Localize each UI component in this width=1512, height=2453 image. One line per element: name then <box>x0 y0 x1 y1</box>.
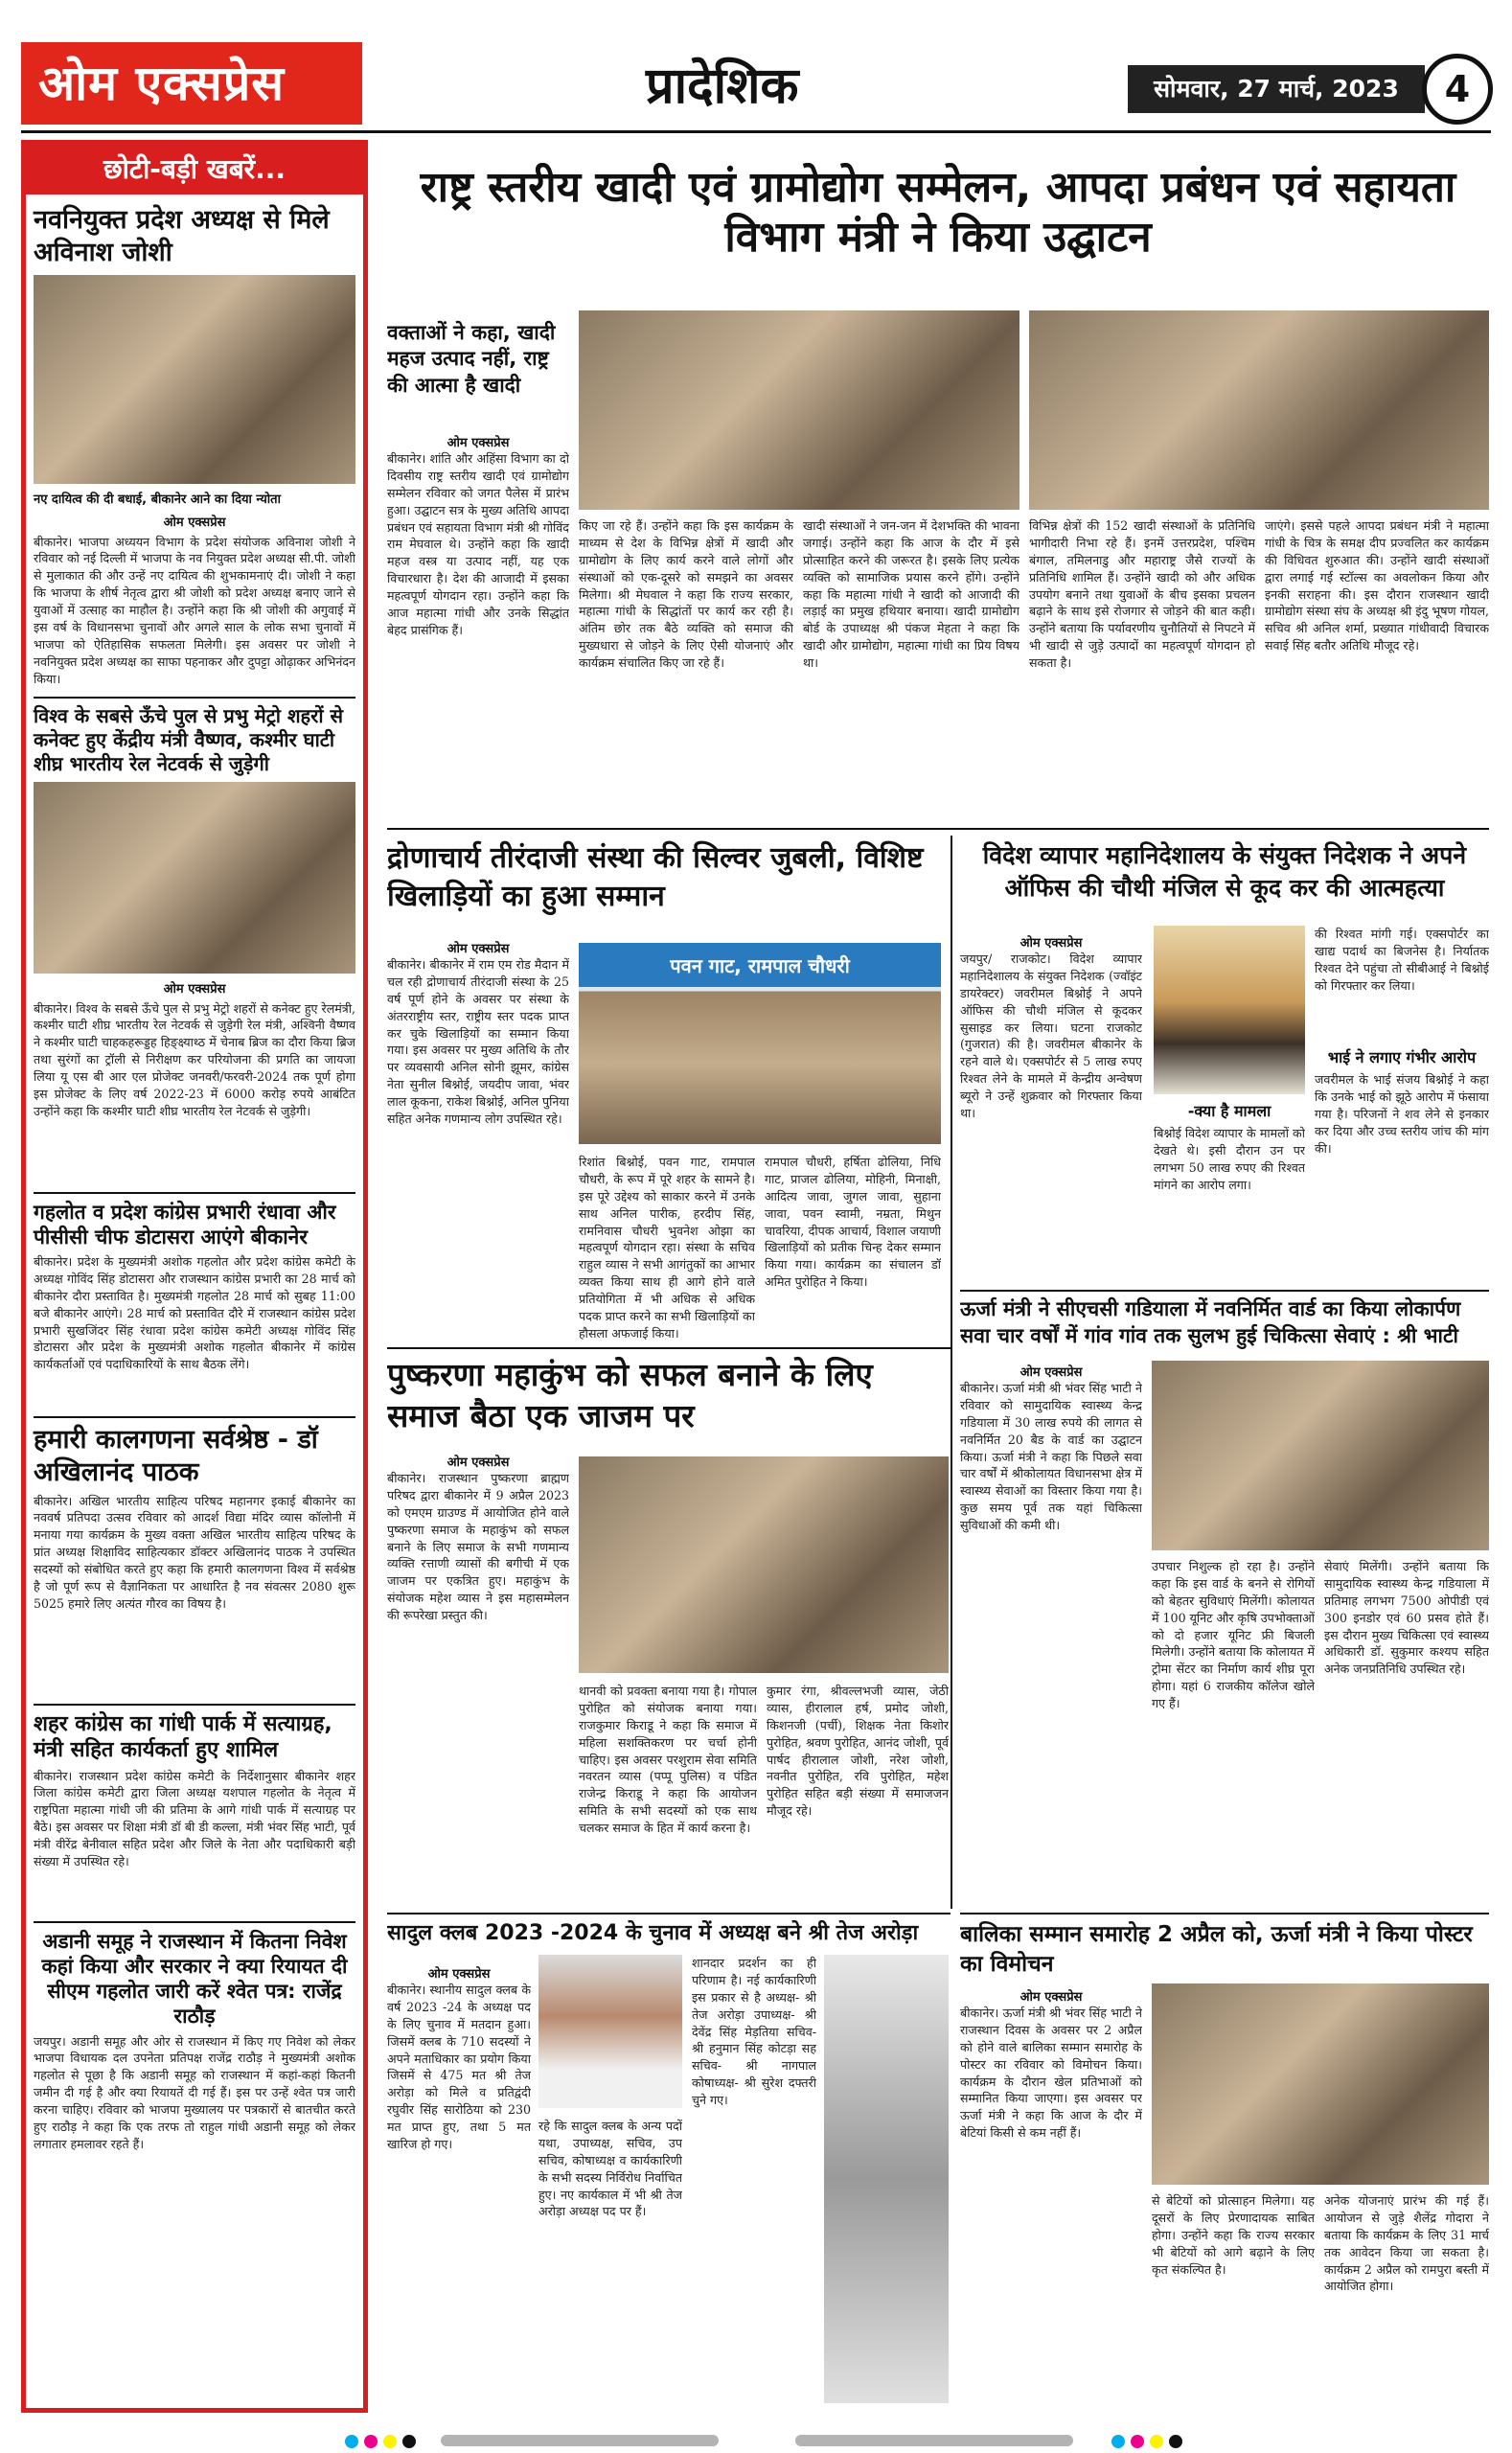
headline-dronacharya: द्रोणाचार्य तीरंदाजी संस्था की सिल्वर जुबली, विशिष्ट खिलाड़ियों का हुआ सम्मान <box>387 841 924 913</box>
dgft-subhead-case: -क्या है मामला <box>1187 1102 1271 1120</box>
photo-avinash-joshi <box>34 275 355 484</box>
photo-sadul-club <box>824 1955 949 2403</box>
registration-bar <box>441 2435 719 2446</box>
issue-date: सोमवार, 27 मार्च, 2023 <box>1128 65 1425 113</box>
headline-avinash-joshi: नवनियुक्त प्रदेश अध्यक्ष से मिले अविनाश जोशी <box>34 205 330 267</box>
main-col-1: किए जा रहे हैं। उन्होंने कहा कि इस कार्यक्रम के माध्यम से देश के विभिन्न क्षेत्रों में खादी और ग्रामोद्योग के लिए कार्य करने वाले लोगों और संस्थाओं को एक-दूसरे को समझने का अवसर मिलेगा। श्री मेघवाल ने कहा कि राज्य सरकार, महात्मा गांधी के सिद्धांतों पर कार्य कर रही है। अंतिम छोर तक बैठे व्यक्ति को समाज की मुख्यधारा से जोड़ने के लिए ऐसी योजनाएं और कार्यक्रम संचालित किए जा रहे हैं। <box>579 518 793 670</box>
short-news-header: छोटी-बड़ी खबरें... <box>26 145 363 195</box>
registration-bar <box>795 2435 1073 2446</box>
body-vaishnav-bridge: बीकानेर। विश्व के सबसे ऊँचे पुल से प्रभु मेट्रो शहरों से कनेक्ट हुए रेलमंत्री, कश्मीर घाटी शीघ्र भारतीय रेल नेटवर्क से जुड़ेगी रेल मंत्री, अश्विनी वैष्णव ने कश्मीर घाटी चाहकहरूड्डह हिङ्क्ष्याथ्ठ में चेनाब ब्रिज का दौरा किया ब्रिज तथा सुरंगों का ट्रॉली से निरीक्षण कर परियोजना की प्रगति का जायजा लिया यू एस बी आर एल प्रोजेक्ट जनवरी/फरवरी-2024 तक पूर्ण होगा इस प्रोजेक्ट के लिए वर्ष 2022-23 में 6000 करोड़ रुपये आबंटित उन्होंने कहा कि कश्मीर घाटी शीघ्र भारतीय रेल नेटवर्क से जुड़ेगी। <box>34 1000 355 1118</box>
body-adani-investment: जयपुर। अडानी समूह और ओर से राजस्थान में किए गए निवेश को लेकर भाजपा विधायक दल उपनेता प्रतिपक्ष राजेंद्र राठौड़ ने मुख्यमंत्री अशोक गहलोत से पूछा है कि अडानी समूह को राजस्थान में कहां-कहां कितनी जमीन दी गई है और क्या रियायतें दी गई हैं। इस पर उन्हें श्वेत पत्र जारी करना चाहिए। रविवार को भाजपा मुख्यालय पर पत्रकारों से बातचीत करते हुए राठौड़ ने कहा कि एक तरफ तो राहुल गांधी अडानी समूह को लेकर लगातार हमलावर रहते हैं। <box>34 2033 355 2151</box>
photo-banner-text: पवन गाट, रामपाल चौधरी <box>670 954 850 977</box>
headline-gadiyala-ward: ऊर्जा मंत्री ने सीएचसी गडियाला में नवनिर्मित वार्ड का किया लोकार्पण सवा चार वर्षों में गांव गांव तक सुलभ हुई चिकित्सा सेवाएं : श्री भाटी <box>960 1297 1461 1348</box>
registration-mark <box>1169 2435 1182 2448</box>
registration-mark <box>364 2435 378 2448</box>
pushkarna-col-1: बीकानेर। राजस्थान पुष्करणा ब्राह्मण परिषद द्वारा बीकानेर में 9 अप्रैल 2023 को एमएम ग्राउण्ड में आयोजित होने वाले पुष्करणा समाज के महाकुंभ को सफल बनाने के लिए समाज के सभी गणमान्य व्यक्ति रत्ताणी व्यासों की बगीची में एक जाजम पर एकत्रित हुए। महाकुंभ के संयोजक महेश व्यास ने इस महासम्मेलन की रूपरेखा प्रस्तुत की। <box>387 1471 569 1622</box>
byline: ओम एक्सप्रेस <box>447 436 510 450</box>
masthead-rule <box>21 130 1491 133</box>
headline-kalganana: हमारी कालगणना सर्वश्रेष्ठ - डॉ अखिलानंद पाठक <box>34 1416 355 1489</box>
byline: ओम एक्सप्रेस <box>163 515 226 530</box>
dronacharya-col-2: रिशांत बिश्नोई, पवन गाट, रामपाल चौधरी, के रूप में पूरे शहर के सामने है। इस पूरे उद्देश्य को साकार करने में उनके साथ अनिल पारीक, हरदीप सिंह, रामनिवास चौधरी भुवनेश ओझा का महत्वपूर्ण योगदान रहा। संस्था के सचिव राहुल व्यास ने सभी आगंतुकों का आभार व्यक्त किया साथ ही आगे होने वाले प्रतियोगिता में भी अधिक से अधिक पदक प्राप्त करने का सभी खिलाड़ियों का हौसला अफजाई किया। <box>579 1155 755 1340</box>
dgft-subhead-brother: भाई ने लगाए गंभीर आरोप <box>1327 1048 1477 1066</box>
sadul-col-3: शानदार प्रदर्शन का ही परिणाम है। नई कार्यकारिणी इस प्रकार से है अध्यक्ष- श्री तेज अरोड़ा उपाध्यक्ष- श्री देवेंद्र सिंह मेड़तिया सचिव- श्री हनुमान सिंह कोटड़ा सह सचिव- श्री नागपाल कोषाध्यक्ष- श्री सुरेश दफ्तरी चुने गए। <box>692 1956 816 2107</box>
brand-logo: ओम एक्सप्रेस <box>21 42 362 125</box>
main-col-3: विभिन्न क्षेत्रों की 152 खादी संस्थाओं के प्रतिनिधि भागीदारी निभा रहे हैं। इनमें उत्तरप्रदेश, पश्चिम बंगाल, तमिलनाडु और महाराष्ट्र जैसे राज्यों के प्रतिनिधि शामिल हैं। उन्होंने खादी को और अधिक उपयोग बनाने तथा युवाओं के बीच इसका प्रचलन बढ़ाने के साथ इसे रोजगार से जोड़ने की बात कही। उन्होंने बताया कि पर्यावरणीय चुनौतियों से निपटने में भी खादी से जुड़े उत्पादों का महत्वपूर्ण योगदान हो सकता है। <box>1029 518 1255 670</box>
balika-col-2: से बेटियों को प्रोत्साहन मिलेगा। यह दूसरों के लिए प्रेरणादायक साबित होगा। उन्होंने कहा कि राज्य सरकार भी बेटियों को आगे बढ़ाने के लिए कृत संकल्पित है। <box>1152 2193 1315 2277</box>
dronacharya-col-1: बीकानेर। बीकानेर में राम एम रोड मैदान में चल रही द्रोणाचार्य तीरंदाजी संस्था के 25 वर्ष पूर्ण होने के अवसर पर संस्था के अंतरराष्ट्रीय स्तर, राष्ट्रीय स्तर पदक प्राप्त कर चुके खिलाड़ियों का सम्मान किया गया। इस अवसर पर मुख्य अतिथि के तौर पर व्यवसायी अनिल सोनी झूमर, कांग्रेस नेता सुनील बिश्नोई, जयदीप जावा, भंवर लाल कूकना, राकेश बिश्नोई, अनिल पुनिया सहित अनेक गणमान्य लोग उपस्थित रहे। <box>387 957 569 1126</box>
body-congress-satyagrah: बीकानेर। राजस्थान प्रदेश कांग्रेस कमेटी के निर्देशानुसार बीकानेर शहर जिला कांग्रेस कमेटी द्वारा जिला अध्यक्ष यशपाल गहलोत के नेतृत्व में राष्ट्रपिता महात्मा गांधी जी की प्रतिमा के आगे गांधी पार्क में सत्याग्रह पर बैठे। इस अवसर पर शिक्षा मंत्री डॉ बी डी कल्ला, मंत्री भंवर सिंह भाटी, पूर्व मंत्री वीरेंद्र बेनीवाल सहित प्रदेश और जिले के नेता और पदाधिकारी बड़ी संख्या में उपस्थित रहे। <box>34 1768 355 1868</box>
main-headline: राष्ट्र स्तरीय खादी एवं ग्रामोद्योग सम्मेलन, आपदा प्रबंधन एवं सहायता विभाग मंत्री ने किया उद्घाटन <box>420 163 1456 262</box>
divider <box>960 1290 1489 1292</box>
byline: ओम एक्सप्रेस <box>163 981 226 997</box>
headline-adani-investment: अडानी समूह ने राजस्थान में कितना निवेश कहां किया और सरकार ने क्या रियायत दी सीएम गहलोत जारी करें श्वेत पत्र: राजेंद्र राठौड़ <box>34 1921 355 2029</box>
section-title: प्रादेशिक <box>646 57 799 115</box>
headline-congress-satyagrah: शहर कांग्रेस का गांधी पार्क में सत्याग्रह, मंत्री सहित कार्यकर्ता हुए शामिल <box>34 1704 355 1764</box>
divider <box>387 1347 951 1349</box>
sadul-col-2: रहे कि सादुल क्लब के अन्य पदों यथा, उपाध्यक्ष, सचिव, उप सचिव, कोषाध्यक्ष व कार्यकारिणी के सभी सदस्य निर्विरोध निर्वाचित हुए। नए कार्यकाल में भी श्री तेज अरोड़ा अध्यक्ष पद पर हैं। <box>538 2119 682 2219</box>
divider <box>387 1913 951 1914</box>
dgft-col-1: जयपुर/ राजकोट। विदेश व्यापार महानिदेशालय के संयुक्त निदेशक (ज्वॉइंट डायरेक्टर) जवरीमल बिश्नोई ने अपने ऑफिस की चौथी मंजिल से कूदकर सुसाइड कर लिया। घटना राजकोट (गुजरात) की है। जवरीमल बीकानेर के रहने वाले थे। एक्सपोर्टर से 5 लाख रुपए रिश्वत लेने के मामले में केन्द्रीय अन्वेषण ब्यूरो ने उन्हें शुक्रवार को गिरफ्तार किया था। <box>960 951 1142 1120</box>
headline-balika-samman: बालिका सम्मान समारोह 2 अप्रैल को, ऊर्जा मंत्री ने किया पोस्टर का विमोचन <box>960 1922 1473 1978</box>
photo-khadi-audience <box>1029 310 1489 510</box>
headline-sadul-club: सादुल क्लब 2023 -2024 के चुनाव में अध्यक्ष बने श्री तेज अरोड़ा <box>387 1921 919 1945</box>
short-news-column <box>21 140 368 2413</box>
main-lead-text: बीकानेर। शांति और अहिंसा विभाग का दो दिवसीय राष्ट्र स्तरीय खादी एवं ग्रामोद्योग सम्मेलन रविवार को जगत पैलेस में प्रारंभ हुआ। उद्घाटन सत्र के मुख्य अतिथि आपदा प्रबंधन एवं सहायता विभाग मंत्री श्री गोविंद राम मेघवाल थे। उन्होंने कहा कि खादी महज वस्त्र या उत्पाद नहीं, यह एक विचारधारा है। देश की आजादी में इसका महत्वपूर्ण योगदान रहा। उन्होंने कहा कि आज महात्मा गांधी और उनके सिद्धांत बेहद प्रासंगिक हैं। <box>387 451 569 637</box>
gadiyala-col-1: बीकानेर। ऊर्जा मंत्री श्री भंवर सिंह भाटी ने रविवार को सामुदायिक स्वास्थ्य केन्द्र गडियाला में 30 लाख रुपये की लागत से नवनिर्मित 20 बैड के वार्ड का उद्घाटन किया। ऊर्जा मंत्री ने कहा कि पिछले सवा चार वर्षों में श्रीकोलायत विधानसभा क्षेत्र में स्वास्थ्य सेवाओं का विस्तार किया गया है। कुछ समय पूर्व तक यहां चिकित्सा सुविधाओं की कमी थी। <box>960 1381 1142 1532</box>
byline: ओम एक्सप्रेस <box>1019 1365 1083 1380</box>
headline-vaishnav-bridge: विश्व के सबसे ऊँचे पुल से प्रभु मेट्रो शहरों से कनेक्ट हुए केंद्रीय मंत्री वैष्णव, कश्मीर घाटी शीघ्र भारतीय रेल नेटवर्क से जुड़ेगी <box>34 697 355 776</box>
main-col-4: जाएंगे। इससे पहले आपदा प्रबंधन मंत्री ने महात्मा गांधी के चित्र के समक्ष दीप प्रज्वलित कर कार्यक्रम की विधिवत शुरुआत की। उन्होंने खादी संस्थाओं द्वारा लगाई गई स्टॉल्स का अवलोकन किया और इनकी सराहना की। इस दौरान राजस्थान खादी ग्रामोद्योग संस्था संघ के अध्यक्ष श्री इंदु भूषण गोयल, सचिव श्री अनिल शर्मा, प्रख्यात गांधीवादी विचारक सवाई सिंह बतौर अतिथि मौजूद रहे। <box>1265 518 1489 653</box>
registration-mark <box>345 2435 358 2448</box>
photo-gadiyala <box>1152 1361 1489 1550</box>
dgft-col-4: बिश्नोई विदेश व्यापार के मामलों को देखते थे। इसी दौरान उन पर लगभग 50 लाख रुपए की रिश्वत मांगने का आरोप लगा। <box>1154 1126 1305 1192</box>
balika-col-1: बीकानेर। ऊर्जा मंत्री श्री भंवर सिंह भाटी ने राजस्थान दिवस के अवसर पर 2 अप्रैल को होने वाले बालिका सम्मान समारोह के पोस्टर का रविवार को विमोचन किया। कार्यक्रम के दौरान खेल प्रतिभाओं को सम्मानित किया जाएगा। इस अवसर पर ऊर्जा मंत्री ने कहा कि आज के दौर में बेटियां किसी से कम नहीं हैं। <box>960 2006 1142 2141</box>
dgft-col-2: की रिश्वत मांगी गई। एक्सपोर्टर का खाद्य पदार्थ का बिजनेस है। निर्यातक रिश्वत देने पहुंचा तो सीबीआई ने बिश्नोई को गिरफ्तार कर लिया। <box>1315 927 1489 993</box>
headline-pushkarna-mahakumbh: पुष्करणा महाकुंभ को सफल बनाने के लिए समाज बैठा एक जाजम पर <box>387 1356 873 1434</box>
caption-avinash-joshi: नए दायित्व की दी बधाई, बीकानेर आने का दिया न्योता <box>34 492 281 507</box>
divider <box>387 828 1489 830</box>
photo-vaishnav-bridge <box>34 782 355 974</box>
dgft-col-3: जवरीमल के भाई संजय बिश्नोई ने कहा कि उनके भाई को झूठे आरोप में फंसाया गया है। परिजनों ने शव लेने से इनकार कर दिया और उच्च स्तरीय जांच की मांग की। <box>1315 1072 1489 1156</box>
page-number: 4 <box>1422 54 1493 125</box>
sadul-col-1: बीकानेर। स्थानीय सादुल क्लब के वर्ष 2023 -24 के अध्यक्ष पद के लिए चुनाव में मतदान हुआ। जिसमें क्लब के 710 सदस्यों ने अपने मताधिकार का प्रयोग किया जिसमें से 475 मत श्री तेज अरोड़ा को मिले व प्रतिद्वंदी रघुवीर सिंह सारोठिया को 230 मत प्राप्त हुए, तथा 5 मत खारिज हो गए। <box>387 1983 531 2151</box>
registration-mark <box>402 2435 416 2448</box>
registration-mark <box>1131 2435 1144 2448</box>
byline: ओम एक्सप्रेस <box>1019 936 1083 951</box>
body-avinash-joshi: बीकानेर। भाजपा अध्ययन विभाग के प्रदेश संयोजक अविनाश जोशी ने रविवार को नई दिल्ली में भाजपा के नव नियुक्त प्रदेश अध्यक्ष सी.पी. जोशी से मुलाकात की और उन्हें नए दायित्व की शुभकामनाएं दी। जोशी ने कहा कि भाजपा के शीर्ष नेतृत्व द्वारा श्री जोशी को प्रदेश अध्यक्ष बनाए जाने से युवाओं में उत्साह का माहौल है। उन्होंने कहा कि श्री जोशी की अगुवाई में इस वर्ष के विधानसभा चुनावों और अगले साल के लोक सभा चुनावों में भाजपा को ऐतिहासिक सफलता मिलेगी। इस अवसर पर जोशी ने नवनियुक्त प्रदेश अध्यक्ष का साफा पहनाकर और दुपट्टा ओढ़ाकर अभिनंदन किया। <box>34 534 355 686</box>
balika-col-3: अनेक योजनाएं प्रारंभ की गई हैं। आयोजन से जुड़े शैलेंद्र गोदारा ने बताया कि कार्यक्रम के लिए 31 मार्च तक आवेदन किया जा सकता है। कार्यक्रम 2 अप्रैल को रामपुरा बस्ती में आयोजित होगा। <box>1324 2193 1489 2294</box>
body-kalganana: बीकानेर। अखिल भारतीय साहित्य परिषद महानगर इकाई बीकानेर का नववर्ष प्रतिपदा उत्सव रविवार को आदर्श विद्या मंदिर व्यास कॉलोनी में मनाया गया कार्यक्रम के मुख्य वक्ता अखिल भारतीय साहित्य परिषद के प्रांत अध्यक्ष शिक्षाविद साहित्यकार डॉक्टर अखिलानंद पाठक ने उपस्थित सदस्यों को संबोधित करते हुए कहा कि हमारी कालगणना विश्व में सर्वश्रेष्ठ है जो पूर्ण रूप से वैज्ञानिकता पर आधारित है नव संवत्सर 2080 शुरू 5025 हमारे लिए अत्यंत गौरव का विषय है। <box>34 1493 355 1611</box>
photo-tej-arora <box>538 1955 682 2108</box>
headline-gehlot-visit: गहलोत व प्रदेश कांग्रेस प्रभारी रंधावा और पीसीसी चीफ डोटासरा आएंगे बीकानेर <box>34 1192 355 1250</box>
body-gehlot-visit: बीकानेर। प्रदेश के मुख्यमंत्री अशोक गहलोत और प्रदेश कांग्रेस कमेटी के अध्यक्ष गोविंद सिंह डोटासरा और राजस्थान कांग्रेस प्रभारी का 28 मार्च को बीकानेर दौरा प्रस्तावित है। मुख्यमंत्री गहलोत 28 मार्च को सुबह 11:00 बजे बीकानेर आएंगे। 28 मार्च को प्रस्तावित दौरे में राजस्थान कांग्रेस प्रदेश प्रभारी सुखजिंदर सिंह रंधावा प्रदेश कांग्रेस कमेटी अध्यक्ष गोविंद सिंह डोटासरा और प्रदेश के मुख्यमंत्री अशोक गहलोत बीकानेर में कांग्रेस कार्यकर्ताओं एवं पदाधिकारियों के साथ बैठक लेंगे। <box>34 1254 355 1372</box>
main-col-2: खादी संस्थाओं ने जन-जन में देशभक्ति की भावना जगाई। उन्होंने कहा कि आज के दौर में इसे प्रोत्साहित करने की जरूरत है। इसके लिए प्रत्येक व्यक्ति को सामाजिक प्रयास करने होंगे। उन्होंने कहा कि महात्मा गांधी ने खादी को आजादी की लड़ाई का प्रमुख हथियार बनाया। खादी ग्रामोद्योग बोर्ड के उपाध्यक्ष श्री पंकज मेहता ने कहा कि खादी और ग्रामोद्योग, महात्मा गांधी का प्रिय विषय था। <box>803 518 1019 670</box>
registration-mark <box>383 2435 397 2448</box>
divider <box>960 1913 1489 1914</box>
photo-jawarimal <box>1154 926 1305 1094</box>
byline: ओम एक्सप्रेस <box>427 1967 491 1982</box>
gadiyala-col-3: सेवाएं मिलेंगी। उन्होंने बताया कि सामुदायिक स्वास्थ्य केन्द्र गडियाला में प्रतिमाह लगभग 7500 ओपीडी एवं 300 इनडोर एवं 60 प्रसव होते हैं। इस दौरान मुख्य चिकित्सा एवं स्वास्थ्य अधिकारी डॉ. सुकुमार कश्यप सहित अनेक जनप्रतिनिधि उपस्थित रहे। <box>1324 1559 1489 1677</box>
byline: ओम एक्सप्रेस <box>1019 1990 1083 2005</box>
pushkarna-col-3: कुमार रंगा, श्रीवल्लभजी व्यास, जेठी व्यास, हीरालाल हर्ष, प्रमोद जोशी, किशनजी (पर्ची), शिक्षक नेता किशोर पुरोहित, श्रवण पुरोहित, आनंद जोशी, पूर्व पार्षद हीरालाल जोशी, नरेश जोशी, नवनीत पुरोहित, रवि पुरोहित, महेश पुरोहित सहित बड़ी संख्या में समाजजन मौजूद रहे। <box>767 1684 949 1819</box>
photo-balika-poster <box>1152 1983 1489 2185</box>
byline: ओम एक्सप्रेस <box>447 1456 510 1470</box>
headline-dgft-suicide: विदेश व्यापार महानिदेशालय के संयुक्त निदेशक ने अपने ऑफिस की चौथी मंजिल से कूद कर की आत्महत्या <box>982 841 1467 902</box>
pushkarna-col-2: थानवी को प्रवक्ता बनाया गया है। गोपाल पुरोहित को संयोजक बनाया गया। राजकुमार किराडू ने कहा कि समाज में महिला सशक्तिकरण पर चर्चा होनी चाहिए। इस अवसर परशुराम सेवा समिति नवरतन व्यास (पप्पू पुलिस) व पंडित राजेन्द्र किराडू ने कहा कि आयोजन समिति के सभी सदस्यों को एक साथ चलकर समाज के हित में कार्य करना है। <box>579 1684 757 1835</box>
gadiyala-col-2: उपचार निशुल्क हो रहा है। उन्होंने कहा कि इस वार्ड के बनने से रोगियों को बेहतर सुविधाएं मिलेंगी। कोलायत में 100 यूनिट और कृषि उपभोक्ताओं को दो हजार यूनिट फ्री बिजली मिलेगी। उन्होंने बताया कि कोलायत में ट्रोमा सेंटर का निर्माण कार्य शीघ्र पूरा होगा। यहां 6 राजकीय कॉलेज खोले गए हैं। <box>1152 1559 1315 1710</box>
registration-mark <box>1111 2435 1125 2448</box>
photo-dronacharya <box>579 943 941 1144</box>
photo-khadi-stage <box>579 310 1019 510</box>
byline: ओम एक्सप्रेस <box>447 942 510 956</box>
registration-mark <box>1150 2435 1163 2448</box>
main-subheadline: वक्ताओं ने कहा, खादी महज उत्पाद नहीं, राष्ट्र की आत्मा है खादी <box>387 321 556 397</box>
photo-pushkarna-meeting <box>579 1456 949 1673</box>
divider <box>951 836 952 1909</box>
masthead <box>21 42 1491 125</box>
dronacharya-col-3: रामपाल चौधरी, हर्षिता ढोलिया, निधि गाट, प्राजल ढोलिया, मोहिनी, मिनाक्षी, आदित्य जावा, जुगल जावा, सुहाना जावा, पवन स्वामी, नम्रता, मिथुन चावरिया, दीपक आचार्य, विशाल जयाणी खिलाड़ियों को प्रतीक चिन्ह देकर सम्मान किया गया। कार्यक्रम का संचालन डॉ अमित पुरोहित ने किया। <box>765 1155 941 1290</box>
